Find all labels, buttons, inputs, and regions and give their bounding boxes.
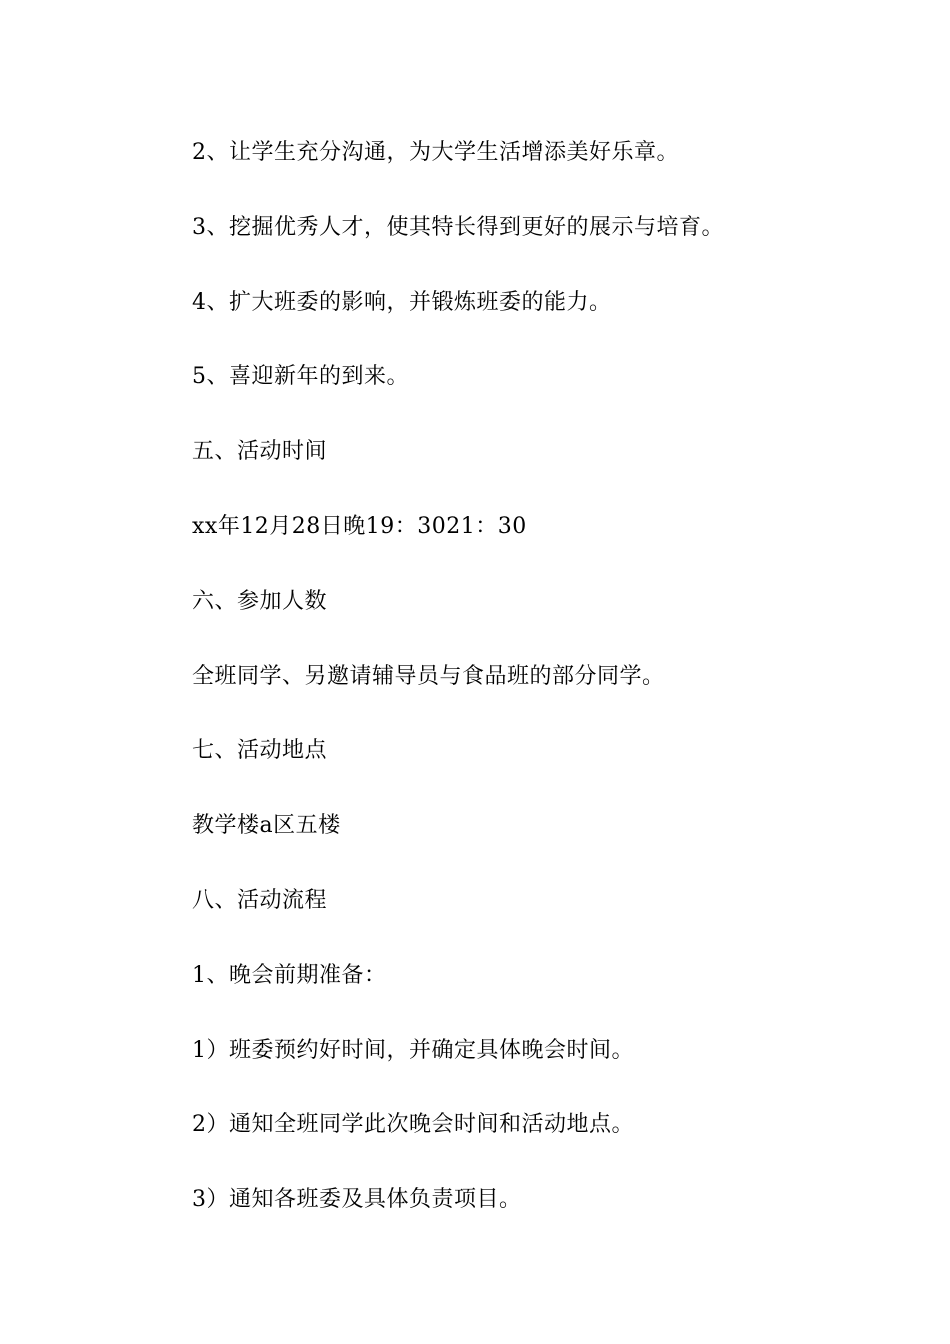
section-heading-time: 五、活动时间 <box>192 439 328 465</box>
process-substep-1: 1）班委预约好时间，并确定具体晚会时间。 <box>192 1037 634 1063</box>
goal-item-4: 4、扩大班委的影响，并锻炼班委的能力。 <box>192 289 612 315</box>
goal-item-3: 3、挖掘优秀人才，使其特长得到更好的展示与培育。 <box>192 214 724 240</box>
process-substep-2: 2）通知全班同学此次晚会时间和活动地点。 <box>192 1112 634 1138</box>
participants-text: 全班同学、另邀请辅导员与食品班的部分同学。 <box>192 663 665 689</box>
goal-item-5: 5、喜迎新年的到来。 <box>192 364 409 390</box>
document-body <box>192 133 892 1255</box>
section-heading-process: 八、活动流程 <box>192 887 328 913</box>
section-heading-location: 七、活动地点 <box>192 738 328 764</box>
process-substep-3: 3）通知各班委及具体负责项目。 <box>192 1187 522 1213</box>
goal-item-2: 2、让学生充分沟通，为大学生活增添美好乐章。 <box>192 140 679 165</box>
event-time: xx年12月28日晚19：3021：30 <box>192 513 527 539</box>
section-heading-participants: 六、参加人数 <box>192 588 328 614</box>
location-text: 教学楼a区五楼 <box>192 813 341 839</box>
process-step-1: 1、晚会前期准备： <box>192 962 387 988</box>
